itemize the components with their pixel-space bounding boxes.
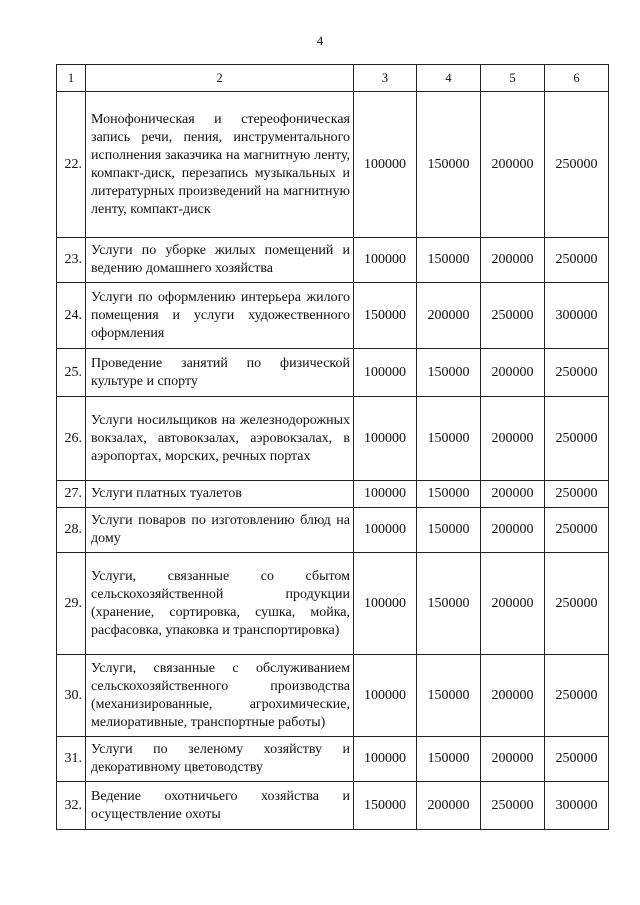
value-cell: 100000 xyxy=(354,553,417,655)
value-cell: 200000 xyxy=(417,283,481,349)
value-cell: 250000 xyxy=(545,737,609,782)
value-cell: 200000 xyxy=(481,238,545,283)
table-row xyxy=(57,397,609,481)
value-cell: 200000 xyxy=(481,737,545,782)
value-cell: 250000 xyxy=(545,238,609,283)
service-description: Услуги поваров по изготовлению блюд на дому xyxy=(86,508,354,553)
value-cell: 100000 xyxy=(354,397,417,481)
value-cell: 300000 xyxy=(545,283,609,349)
row-number: 28. xyxy=(57,508,86,553)
value-cell: 200000 xyxy=(481,481,545,508)
service-description: Монофоническая и стереофоническая запись речи, пения, инструментального исполнения заказчика на магнитную ленту, компакт-диск, перезапись музыкальных и литературных произведений на магнитную ленту, компакт-диск xyxy=(86,92,354,238)
service-description: Услуги носильщиков на железнодорожных вокзалах, автовокзалах, аэровокзалах, в аэропортах, морских, речных портах xyxy=(86,397,354,481)
value-cell: 200000 xyxy=(417,782,481,830)
value-cell: 100000 xyxy=(354,481,417,508)
service-description: Услуги по уборке жилых помещений и ведению домашнего хозяйства xyxy=(86,238,354,283)
value-cell: 150000 xyxy=(417,737,481,782)
value-cell: 200000 xyxy=(481,92,545,238)
value-cell: 200000 xyxy=(481,508,545,553)
table-row xyxy=(57,283,609,349)
column-header: 4 xyxy=(417,65,481,92)
value-cell: 250000 xyxy=(481,782,545,830)
value-cell: 150000 xyxy=(417,655,481,737)
value-cell: 250000 xyxy=(481,283,545,349)
service-description: Ведение охотничьего хозяйства и осуществление охоты xyxy=(86,782,354,830)
table-row xyxy=(57,508,609,553)
row-number: 29. xyxy=(57,553,86,655)
table-row xyxy=(57,92,609,238)
value-cell: 100000 xyxy=(354,737,417,782)
value-cell: 150000 xyxy=(417,508,481,553)
value-cell: 300000 xyxy=(545,782,609,830)
value-cell: 150000 xyxy=(354,283,417,349)
value-cell: 200000 xyxy=(481,397,545,481)
row-number: 23. xyxy=(57,238,86,283)
value-cell: 100000 xyxy=(354,92,417,238)
row-number: 24. xyxy=(57,283,86,349)
value-cell: 200000 xyxy=(481,553,545,655)
column-header: 5 xyxy=(481,65,545,92)
value-cell: 150000 xyxy=(417,553,481,655)
value-cell: 150000 xyxy=(417,92,481,238)
column-header: 6 xyxy=(545,65,609,92)
page-number: 4 xyxy=(316,33,324,48)
column-header: 2 xyxy=(86,65,354,92)
row-number: 31. xyxy=(57,737,86,782)
value-cell: 100000 xyxy=(354,655,417,737)
service-description: Услуги платных туалетов xyxy=(86,481,354,508)
value-cell: 250000 xyxy=(545,397,609,481)
value-cell: 250000 xyxy=(545,481,609,508)
table-row xyxy=(57,782,609,830)
value-cell: 200000 xyxy=(481,655,545,737)
row-number: 27. xyxy=(57,481,86,508)
value-cell: 250000 xyxy=(545,508,609,553)
value-cell: 100000 xyxy=(354,238,417,283)
column-header: 1 xyxy=(57,65,86,92)
value-cell: 200000 xyxy=(481,349,545,397)
value-cell: 100000 xyxy=(354,508,417,553)
row-number: 32. xyxy=(57,782,86,830)
service-description: Проведение занятий по физической культуре и спорту xyxy=(86,349,354,397)
value-cell: 250000 xyxy=(545,655,609,737)
value-cell: 150000 xyxy=(417,481,481,508)
value-cell: 150000 xyxy=(417,397,481,481)
value-cell: 250000 xyxy=(545,553,609,655)
row-number: 25. xyxy=(57,349,86,397)
table-row xyxy=(57,737,609,782)
table-row xyxy=(57,481,609,508)
value-cell: 150000 xyxy=(417,349,481,397)
value-cell: 250000 xyxy=(545,349,609,397)
value-cell: 250000 xyxy=(545,92,609,238)
service-description: Услуги, связанные со сбытом сельскохозяйственной продукции (хранение, сортировка, сушка, мойка, расфасовка, упаковка и транспортировка) xyxy=(86,553,354,655)
service-description: Услуги, связанные с обслуживанием сельскохозяйственного производства (механизированные, агрохимические, мелиоративные, транспортные работы) xyxy=(86,655,354,737)
row-number: 30. xyxy=(57,655,86,737)
value-cell: 100000 xyxy=(354,349,417,397)
row-number: 26. xyxy=(57,397,86,481)
value-cell: 150000 xyxy=(354,782,417,830)
service-description: Услуги по оформлению интерьера жилого помещения и услуги художественного оформления xyxy=(86,283,354,349)
service-description: Услуги по зеленому хозяйству и декоративному цветоводству xyxy=(86,737,354,782)
services-table xyxy=(56,64,609,830)
row-number: 22. xyxy=(57,92,86,238)
table-row xyxy=(57,655,609,737)
column-header: 3 xyxy=(354,65,417,92)
table-row xyxy=(57,238,609,283)
table-header-row xyxy=(57,65,609,92)
value-cell: 150000 xyxy=(417,238,481,283)
table-row xyxy=(57,553,609,655)
table-row xyxy=(57,349,609,397)
